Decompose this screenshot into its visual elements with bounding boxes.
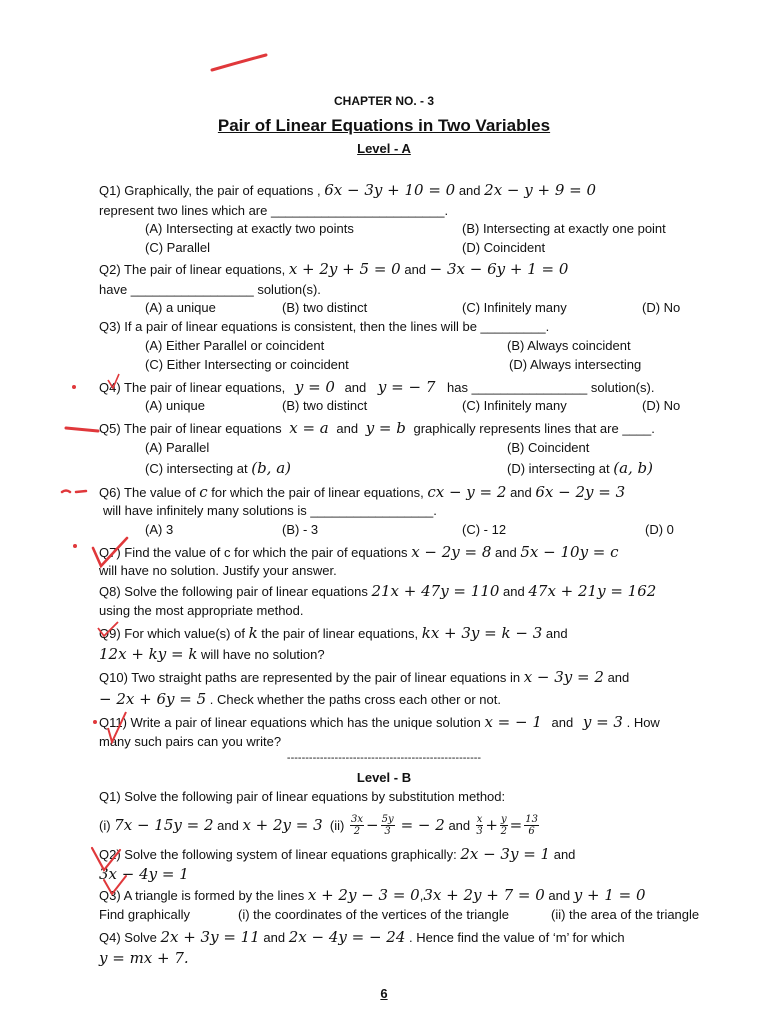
b-q1-i-eq1: 7x − 15y = 2	[114, 816, 214, 834]
q5-eq1: x = a	[289, 419, 329, 437]
q10-row2	[99, 690, 501, 708]
q6-eq2: 6x − 2y = 3	[535, 483, 626, 501]
q1-eq1: 6x − 3y + 10 = 0	[324, 181, 456, 199]
q7-eq1: x − 2y = 8	[411, 543, 492, 561]
b-q3-and: and	[548, 888, 571, 903]
q5-option-d-text: (D) intersecting at	[507, 461, 610, 476]
b-q1-and: and	[217, 817, 239, 833]
q11-eq2: y = 3	[582, 713, 623, 731]
q6-var: c	[199, 483, 208, 501]
b-q4-label: Q4) Solve	[99, 930, 157, 945]
b-q1-fraction-2: $\frac{5y}{3}$	[381, 813, 394, 837]
q1-and: and	[458, 183, 481, 198]
q5-tail: graphically represents lines that are ____.	[413, 421, 655, 436]
q9-var: k	[248, 624, 258, 642]
q2-option-c: (C) Infinitely many	[462, 300, 567, 315]
q9-row	[99, 624, 568, 642]
q8-eq1: 21x + 47y = 110	[371, 582, 500, 600]
q6-and: and	[510, 485, 532, 500]
q2-option-b: (B) two distinct	[282, 300, 368, 315]
q10-and: and	[607, 670, 630, 685]
separator: -----------------------------------------------------	[286, 752, 482, 764]
b-q3-eq3: y + 1 = 0	[573, 886, 646, 904]
q6-label-pre: Q6) The value of	[99, 485, 196, 500]
q5-row	[99, 419, 655, 437]
q2-label: Q2) The pair of linear equations,	[99, 262, 286, 277]
b-q4-eq3: y = mx + 7.	[99, 949, 189, 967]
q11-row	[99, 713, 660, 731]
q1-eq2: 2x − y + 9 = 0	[484, 181, 597, 199]
b-q2-eq1: 2x − 3y = 1	[460, 845, 551, 863]
q9-eq2: 12x + ky = k	[99, 645, 198, 663]
q9-label-post: the pair of linear equations,	[261, 626, 419, 641]
q10-eq2: − 2x + 6y = 5	[99, 690, 207, 708]
b-q3-row	[99, 886, 646, 904]
q5-option-d	[507, 459, 653, 477]
q6-line2: will have infinitely many solutions is _________________.	[103, 503, 437, 518]
b-q3-eq2: 3x + 2y + 7 = 0	[423, 886, 545, 904]
q7-and: and	[495, 545, 517, 560]
q4-option-c: (C) Infinitely many	[462, 398, 567, 413]
q10-tail: . Check whether the paths cross each other or not.	[209, 692, 501, 707]
ink-dash-q5	[66, 428, 98, 431]
b-q2-eq2: 3x − 4y = 1	[99, 865, 189, 883]
q4-tail: has ________________ solution(s).	[447, 380, 655, 395]
q11-tail: . How	[626, 715, 660, 730]
b-q1-fraction-5: $\frac{13}{6}$	[525, 813, 538, 837]
q11-eq1: x = − 1	[484, 713, 542, 731]
b-q1-parts	[99, 808, 541, 842]
q8-and: and	[503, 584, 525, 599]
q9-and: and	[545, 626, 568, 641]
b-q2-row	[99, 845, 575, 863]
q1-label: Q1) Graphically, the pair of equations ,	[99, 183, 321, 198]
q9-tail: will have no solution?	[201, 647, 325, 662]
q5-label: Q5) The pair of linear equations	[99, 421, 282, 436]
q4-option-a: (A) unique	[145, 398, 205, 413]
ink-dash-q6	[62, 491, 86, 493]
q6-eq1: cx − y = 2	[427, 483, 507, 501]
page-title: Pair of Linear Equations in Two Variables	[217, 116, 551, 135]
level-b-heading: Level - B	[356, 770, 412, 785]
q3-option-d: (D) Always intersecting	[509, 357, 642, 372]
q5-option-c	[145, 459, 291, 477]
q3-option-a: (A) Either Parallel or coincident	[145, 338, 325, 353]
q6-row	[99, 483, 625, 501]
ink-dot-q7	[73, 544, 77, 548]
q5-option-b: (B) Coincident	[507, 440, 590, 455]
q4-eq1: y = 0	[294, 378, 335, 396]
q3-option-c: (C) Either Intersecting or coincident	[145, 357, 349, 372]
q1-row	[99, 181, 596, 199]
q7-row	[99, 543, 619, 561]
q4-and: and	[344, 380, 367, 395]
q1-option-c: (C) Parallel	[145, 240, 211, 255]
q4-option-d: (D) No	[642, 398, 681, 413]
b-q4-and: and	[263, 930, 286, 945]
q6-option-c: (C) - 12	[462, 522, 507, 537]
q11-line2: many such pairs can you write?	[99, 734, 282, 749]
b-q1-fraction-3: $\frac{x}{3}$	[476, 813, 483, 837]
q4-option-b: (B) two distinct	[282, 398, 368, 413]
ink-dot-q4	[72, 385, 76, 389]
b-q1-fraction-1: $\frac{3x}{2}$	[350, 813, 363, 837]
q7-line2: will have no solution. Justify your answer.	[99, 563, 337, 578]
b-q3-eq1: x + 2y − 3 = 0	[307, 886, 420, 904]
b-q1-i-eq2: x + 2y = 3	[242, 816, 323, 834]
b-q1-rhs: = − 2	[400, 816, 445, 834]
q2-line2: have _________________ solution(s).	[99, 282, 321, 297]
q2-and: and	[404, 262, 427, 277]
b-q1-fraction-4: $\frac{y}{2}$	[500, 813, 507, 837]
b-q3-comma: ,	[419, 888, 424, 903]
level-a-heading: Level - A	[357, 141, 411, 156]
q2-eq2: − 3x − 6y + 1 = 0	[429, 260, 569, 278]
b-q1-i-label: (i)	[99, 817, 111, 833]
q9-row2	[99, 645, 325, 663]
q7-label: Q7) Find the value of c for which the pair of equations	[99, 545, 408, 560]
b-q2-and: and	[553, 847, 576, 862]
q2-option-d: (D) No	[642, 300, 681, 315]
q8-eq2: 47x + 21y = 162	[528, 582, 657, 600]
b-q3-line2-b: (i) the coordinates of the vertices of the triangle	[238, 907, 509, 922]
q6-label-post: for which the pair of linear equations,	[211, 485, 424, 500]
q2-eq1: x + 2y + 5 = 0	[288, 260, 401, 278]
q1-line2: represent two lines which are ________________________.	[99, 203, 449, 218]
q10-row	[99, 668, 629, 686]
chapter-number: CHAPTER NO. - 3	[333, 94, 434, 108]
q8-row	[99, 582, 656, 600]
q9-eq1: kx + 3y = k − 3	[421, 624, 543, 642]
ink-stroke-top	[212, 55, 266, 70]
q6-option-b: (B) - 3	[282, 522, 319, 537]
b-q1-equals: =	[509, 816, 523, 834]
q2-row	[99, 260, 568, 278]
b-q2-label: Q2) Solve the following system of linear equations graphically:	[99, 847, 457, 862]
q9-label-pre: Q9) For which value(s) of	[99, 626, 245, 641]
b-q1-minus: −	[366, 816, 379, 834]
q4-label: Q4) The pair of linear equations,	[99, 380, 286, 395]
q3-label: Q3) If a pair of linear equations is consistent, then the lines will be _________.	[99, 319, 550, 334]
b-q3-line2-c: (ii) the area of the triangle	[551, 907, 700, 922]
q5-option-d-math: (a, b)	[613, 459, 654, 477]
b-q1-ii-label: (ii)	[329, 817, 345, 833]
q1-option-b: (B) Intersecting at exactly one point	[462, 221, 666, 236]
q8-label: Q8) Solve the following pair of linear equations	[99, 584, 368, 599]
q11-and: and	[551, 715, 574, 730]
q2-option-a: (A) a unique	[145, 300, 216, 315]
b-q3-label: Q3) A triangle is formed by the lines	[99, 888, 305, 903]
q1-option-d: (D) Coincident	[462, 240, 546, 255]
b-q1-label: Q1) Solve the following pair of linear equations by substitution method:	[99, 789, 506, 804]
b-q4-eq1: 2x + 3y = 11	[160, 928, 260, 946]
q11-label: Q11) Write a pair of linear equations which has the unique solution	[99, 715, 481, 730]
ink-dot-q11	[93, 720, 97, 724]
b-q4-tail: . Hence find the value of ‘m’ for which	[409, 930, 625, 945]
q6-option-a: (A) 3	[145, 522, 174, 537]
q4-eq2: y = − 7	[377, 378, 436, 396]
q3-option-b: (B) Always coincident	[507, 338, 631, 353]
b-q1-and-2: and	[448, 817, 471, 833]
q1-option-a: (A) Intersecting at exactly two points	[145, 221, 354, 236]
q4-row	[99, 378, 654, 396]
q10-label: Q10) Two straight paths are represented by the pair of linear equations in	[99, 670, 521, 685]
b-q4-eq2: 2x − 4y = − 24	[288, 928, 406, 946]
q5-eq2: y = b	[365, 419, 406, 437]
q5-and: and	[336, 421, 359, 436]
q5-option-c-math: (b, a)	[251, 459, 292, 477]
q8-line2: using the most appropriate method.	[99, 603, 304, 618]
q5-option-c-text: (C) intersecting at	[145, 461, 248, 476]
b-q3-line2-a: Find graphically	[99, 907, 191, 922]
page-number: 6	[380, 986, 388, 1001]
b-q1-plus: +	[485, 816, 498, 834]
q7-eq2: 5x − 10y = c	[520, 543, 619, 561]
q10-eq1: x − 3y = 2	[523, 668, 604, 686]
b-q4-row	[99, 928, 625, 946]
q6-option-d: (D) 0	[645, 522, 674, 537]
q5-option-a: (A) Parallel	[145, 440, 210, 455]
